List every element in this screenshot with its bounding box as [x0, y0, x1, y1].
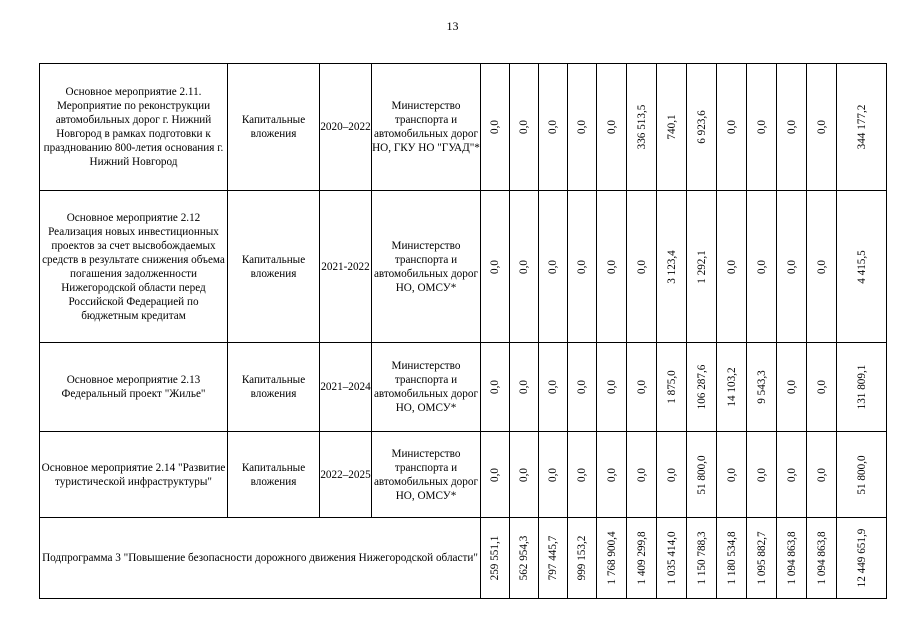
value-cell [510, 191, 539, 343]
activity-name: Основное мероприятие 2.11. Мероприятие по реконструкции автомобильных дорог г. Нижний Новгород в рамках подготовки к празднованию 800-летия основания г. Нижний Новгород [40, 64, 228, 191]
value-cell [777, 343, 807, 432]
value-cell [627, 64, 657, 191]
value-cell [597, 64, 627, 191]
activity-name: Основное мероприятие 2.14 "Развитие туристической инфраструктуры" [40, 432, 228, 518]
table-row [40, 191, 887, 343]
value-cell [481, 64, 510, 191]
value-text: 0,0 [547, 380, 559, 394]
value-cell [597, 343, 627, 432]
value-cell [837, 343, 887, 432]
value-cell [687, 518, 717, 599]
period: 2021–2024 [320, 343, 372, 432]
value-text: 0,0 [755, 259, 768, 274]
expense-type: Капитальные вложения [228, 432, 320, 518]
value-cell [837, 64, 887, 191]
executor: Министерство транспорта и автомобильных дорог НО, ГКУ НО "ГУАД"* [372, 64, 481, 191]
value-cell [747, 191, 777, 343]
value-text: 0,0 [635, 467, 648, 482]
value-text: 0,0 [605, 120, 618, 134]
value-text: 344 177,2 [855, 104, 868, 150]
table-row [40, 432, 887, 518]
value-text: 0,0 [665, 467, 678, 482]
value-cell [837, 191, 887, 343]
value-cell [747, 518, 777, 599]
value-text: 131 809,1 [855, 364, 868, 410]
value-cell [807, 191, 837, 343]
value-text: 0,0 [785, 467, 798, 482]
value-cell [627, 518, 657, 599]
value-text: 0,0 [755, 467, 768, 482]
value-text: 0,0 [518, 120, 530, 134]
executor: Министерство транспорта и автомобильных дорог НО, ОМСУ* [372, 343, 481, 432]
value-text: 0,0 [815, 120, 828, 134]
value-cell [777, 64, 807, 191]
value-text: 0,0 [725, 259, 738, 274]
value-cell [597, 518, 627, 599]
value-text: 6 923,6 [695, 110, 708, 144]
value-text: 14 103,2 [725, 367, 738, 407]
value-text: 9 543,3 [755, 370, 768, 404]
value-text: 1 409 299,8 [635, 531, 648, 585]
value-text: 4 415,5 [855, 249, 868, 284]
value-text: 336 513,5 [635, 104, 648, 150]
value-cell [597, 432, 627, 518]
value-text: 0,0 [518, 467, 530, 482]
value-text: 51 800,0 [855, 454, 868, 495]
value-cell [510, 518, 539, 599]
value-cell [539, 518, 568, 599]
value-cell [481, 343, 510, 432]
value-text: 1 094 863,8 [785, 531, 798, 585]
executor: Министерство транспорта и автомобильных дорог НО, ОМСУ* [372, 432, 481, 518]
value-text: 0,0 [725, 120, 738, 134]
value-text: 0,0 [635, 380, 648, 394]
period: 2021-2022 [320, 191, 372, 343]
value-text: 1 180 534,8 [725, 531, 738, 585]
value-text: 797 445,7 [547, 535, 559, 581]
activity-name: Основное мероприятие 2.13 Федеральный проект "Жилье" [40, 343, 228, 432]
value-cell [687, 343, 717, 432]
value-cell [777, 191, 807, 343]
value-cell [568, 343, 597, 432]
value-cell [568, 191, 597, 343]
value-cell [568, 64, 597, 191]
value-text: 0,0 [489, 259, 501, 274]
value-text: 0,0 [725, 467, 738, 482]
value-cell [837, 432, 887, 518]
value-cell [837, 518, 887, 599]
value-text: 1 035 414,0 [665, 531, 678, 585]
value-text: 0,0 [605, 380, 618, 394]
value-text: 0,0 [576, 120, 588, 134]
value-text: 0,0 [547, 120, 559, 134]
value-text: 0,0 [605, 259, 618, 274]
value-cell [807, 432, 837, 518]
value-cell [627, 432, 657, 518]
value-text: 0,0 [605, 467, 618, 482]
value-cell [481, 191, 510, 343]
value-cell [539, 191, 568, 343]
value-text: 1 095 882,7 [755, 531, 768, 585]
budget-table [39, 63, 887, 599]
value-cell [539, 432, 568, 518]
value-cell [687, 191, 717, 343]
value-text: 0,0 [547, 259, 559, 274]
value-cell [539, 343, 568, 432]
value-cell [627, 191, 657, 343]
value-cell [807, 518, 837, 599]
value-text: 0,0 [489, 380, 501, 394]
table-row [40, 343, 887, 432]
value-text: 1 094 863,8 [815, 531, 828, 585]
value-text: 0,0 [815, 259, 828, 274]
value-cell [747, 343, 777, 432]
value-text: 0,0 [576, 380, 588, 394]
value-cell [807, 343, 837, 432]
value-text: 0,0 [518, 380, 530, 394]
value-cell [657, 64, 687, 191]
value-text: 999 153,2 [576, 535, 588, 581]
value-cell [568, 432, 597, 518]
period: 2020–2022 [320, 64, 372, 191]
activity-name: Основное мероприятие 2.12 Реализация новых инвестиционных проектов за счет высвобождаемых средств в результате снижения объема погашения задолженности Нижегородской области перед Российской Федерацией по бюджетным кредитам [40, 191, 228, 343]
value-cell [687, 432, 717, 518]
value-text: 0,0 [576, 259, 588, 274]
value-cell [777, 518, 807, 599]
value-cell [481, 432, 510, 518]
value-cell [568, 518, 597, 599]
value-text: 0,0 [547, 467, 559, 482]
value-cell [481, 518, 510, 599]
expense-type: Капитальные вложения [228, 343, 320, 432]
value-text: 3 123,4 [665, 249, 678, 284]
executor: Министерство транспорта и автомобильных дорог НО, ОМСУ* [372, 191, 481, 343]
page-number: 13 [446, 19, 459, 33]
subtotal-row [40, 518, 887, 599]
value-cell [687, 64, 717, 191]
value-cell [717, 191, 747, 343]
value-cell [510, 64, 539, 191]
value-text: 106 287,6 [695, 364, 708, 410]
value-text: 1 150 788,3 [695, 531, 708, 585]
value-cell [717, 518, 747, 599]
value-text: 0,0 [489, 467, 501, 482]
value-cell [657, 432, 687, 518]
value-cell [747, 64, 777, 191]
value-cell [657, 191, 687, 343]
subprogram-label: Подпрограмма 3 "Повышение безопасности дорожного движения Нижегородской области" [40, 518, 481, 599]
value-text: 0,0 [518, 259, 530, 274]
value-text: 0,0 [815, 380, 828, 394]
table-row [40, 64, 887, 191]
value-cell [777, 432, 807, 518]
value-text: 562 954,3 [518, 535, 530, 581]
value-text: 740,1 [665, 114, 678, 140]
value-cell [717, 432, 747, 518]
value-cell [539, 64, 568, 191]
value-text: 0,0 [815, 467, 828, 482]
value-text: 0,0 [785, 259, 798, 274]
value-cell [717, 64, 747, 191]
expense-type: Капитальные вложения [228, 191, 320, 343]
value-cell [807, 64, 837, 191]
value-text: 0,0 [785, 380, 798, 394]
value-text: 0,0 [785, 120, 798, 134]
value-text: 1 875,0 [665, 370, 678, 404]
value-cell [657, 518, 687, 599]
value-text: 0,0 [635, 259, 648, 274]
value-cell [510, 432, 539, 518]
value-text: 259 551,1 [489, 535, 501, 581]
value-text: 1 768 900,4 [605, 531, 618, 585]
value-cell [510, 343, 539, 432]
value-cell [597, 191, 627, 343]
period: 2022–2025 [320, 432, 372, 518]
value-cell [717, 343, 747, 432]
value-text: 51 800,0 [695, 454, 708, 495]
value-cell [747, 432, 777, 518]
value-cell [657, 343, 687, 432]
value-text: 0,0 [576, 467, 588, 482]
value-text: 0,0 [755, 120, 768, 134]
value-text: 1 292,1 [695, 249, 708, 284]
expense-type: Капитальные вложения [228, 64, 320, 191]
value-text: 0,0 [489, 120, 501, 134]
value-cell [627, 343, 657, 432]
value-text: 12 449 651,9 [855, 528, 868, 588]
